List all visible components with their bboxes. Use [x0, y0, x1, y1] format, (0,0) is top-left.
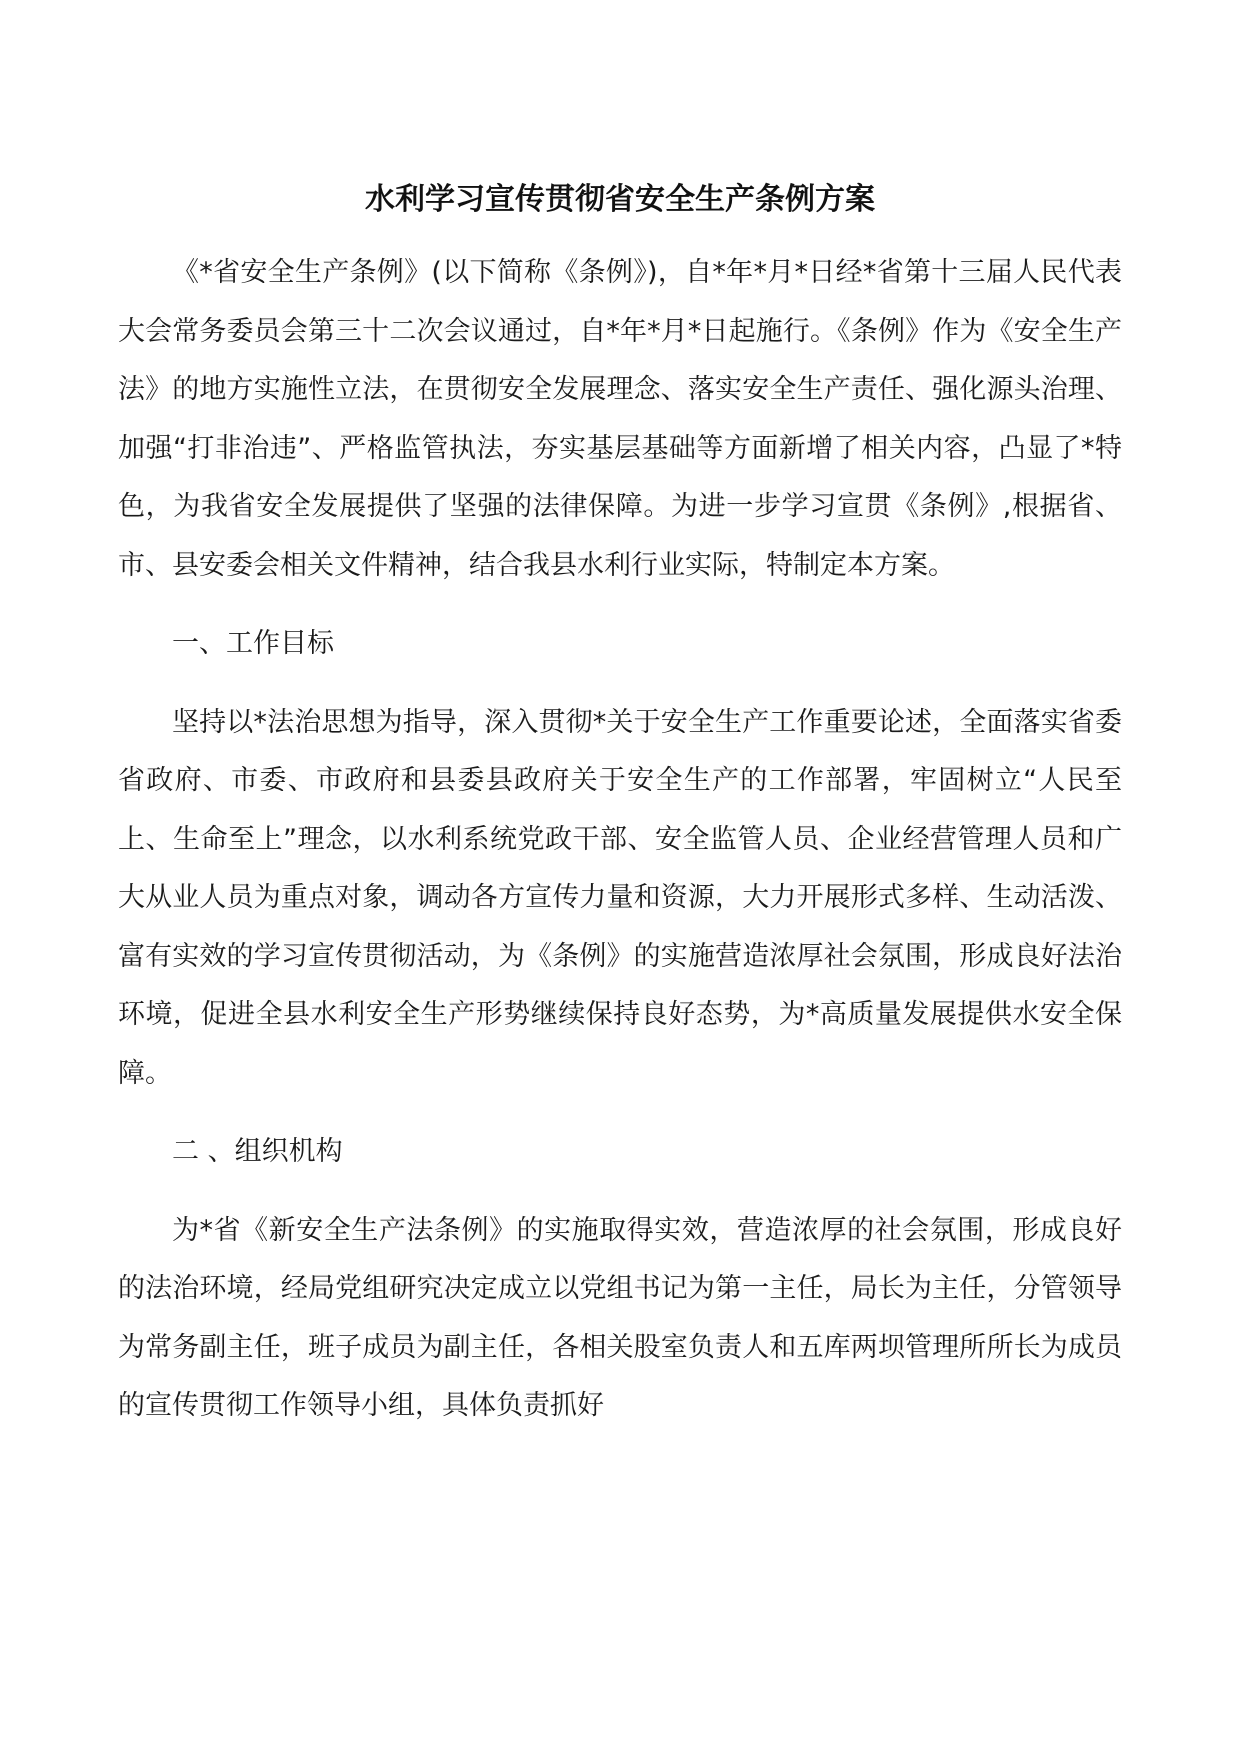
paragraph-work-goals: 坚持以*法治思想为指导，深入贯彻*关于安全生产工作重要论述，全面落实省委省政府、市委、市政府和县委县政府关于安全生产的工作部署，牢固树立“人民至上、生命至上”理念，以水利系统党政干部、安全监管人员、企业经营管理人员和广大从业人员为重点对象，调动各方宣传力量和资源，大力开展形式多样、生动活泼、富有实效的学习宣传贯彻活动，为《条例》的实施营造浓厚社会氛围，形成良好法治环境，促进全县水利安全生产形势继续保持良好态势，为*高质量发展提供水安全保障。: [118, 706, 1122, 1089]
paragraph-organization: 为*省《新安全生产法条例》的实施取得实效，营造浓厚的社会氛围，形成良好的法治环境，经局党组研究决定成立以党组书记为第一主任，局长为主任，分管领导为常务副主任，班子成员为副主任，各相关股室负责人和五库两坝管理所所长为成员的宣传贯彻工作领导小组，具体负责抓好: [118, 1214, 1122, 1421]
document-title: 水利学习宣传贯彻省安全生产条例方案: [365, 182, 875, 217]
section-heading-work-goals: 一、工作目标: [172, 628, 334, 659]
section-heading-organization: 二 、组织机构: [172, 1136, 343, 1167]
document-body: [118, 244, 1122, 1456]
paragraph-intro: 《*省安全生产条例》(以下简称《条例》)，自*年*月*日经*省第十三届人民代表大会常务委员会第三十二次会议通过，自*年*月*日起施行。《条例》作为《安全生产法》的地方实施性立法，在贯彻安全发展理念、落实安全生产责任、强化源头治理、加强“打非治违”、严格监管执法，夯实基层基础等方面新增了相关内容，凸显了*特色，为我省安全发展提供了坚强的法律保障。为进一步学习宣贯《条例》,根据省、市、县安委会相关文件精神，结合我县水利行业实际，特制定本方案。: [118, 257, 1122, 581]
